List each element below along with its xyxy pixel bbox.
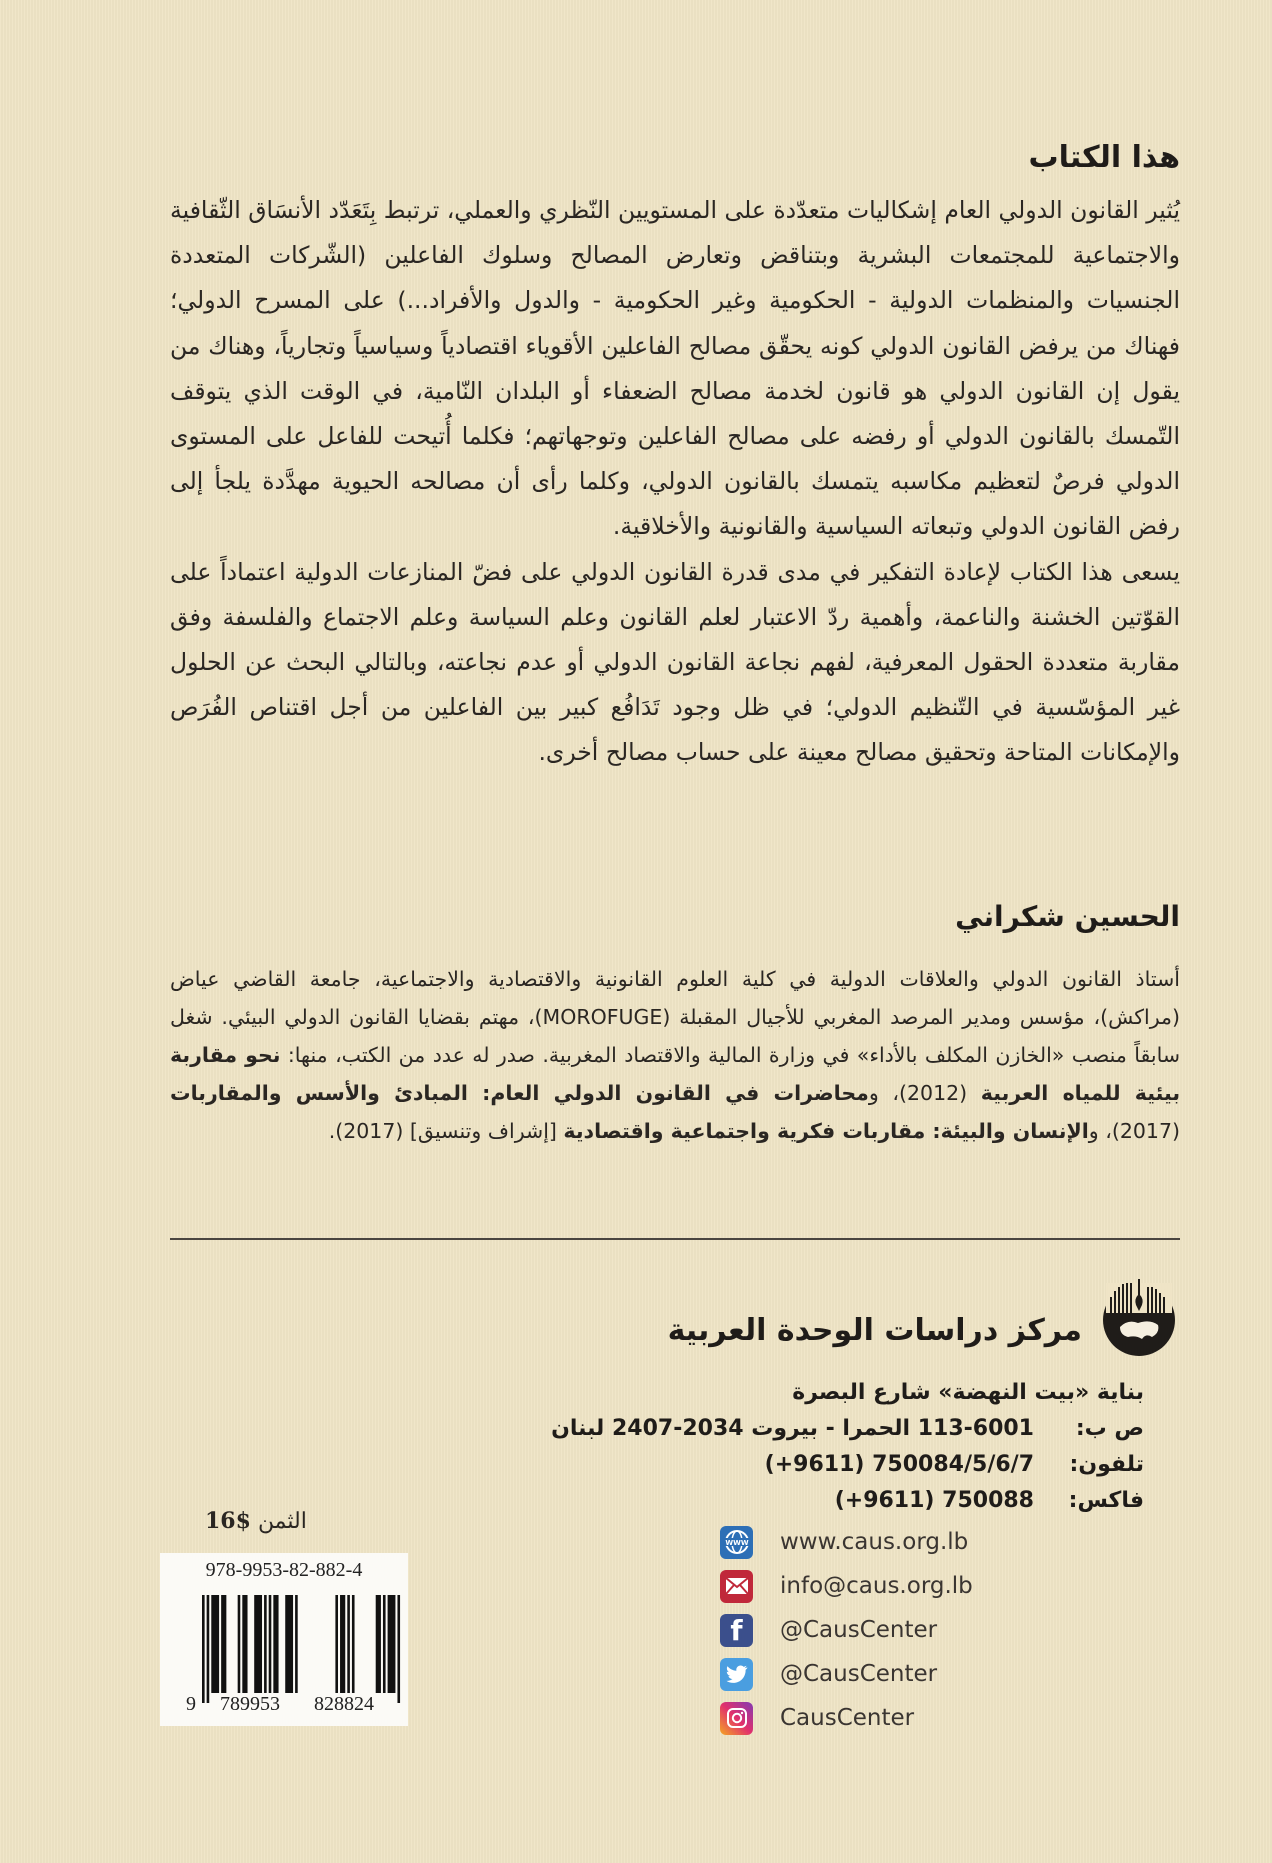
barcode-bar	[352, 1595, 355, 1693]
about-book-paragraph-2: يسعى هذا الكتاب لإعادة التفكير في مدى قدرة القانون الدولي على فضّ المنازعات الدولية اعتماداً على القوّتين الخشنة والناعمة، وأهمية ردّ الاعتبار لعلم القانون وعلم السياسة وعلم الاجتماع والفلسفة وفق مقاربة متعددة الحقول المعرفية، لفهم نجاعة القانون الدولي أو عدم نجاعته، وبالتالي البحث عن الحلول غير المؤسّسية في التّنظيم الدولي؛ في ظل وجود تَدَافُع كبير بين الفاعلين من أجل اقتناص الفُرَص والإمكانات المتاحة وتحقيق مصالح معينة على حساب مصالح أخرى.	[170, 557, 1180, 767]
isbn-digit-first: 9	[186, 1693, 196, 1715]
contact-email[interactable]	[720, 1564, 973, 1608]
phone-value: 750084/5/6/7 (9611+)	[764, 1452, 1034, 1477]
price-tag	[205, 1508, 307, 1534]
fax-value: 750088 (9611+)	[834, 1488, 1034, 1513]
barcode-bar	[242, 1595, 247, 1693]
book-title-1: نحو مقاربة بيئية للمياه العربية	[170, 1043, 1181, 1105]
instagram-icon	[720, 1702, 753, 1735]
section-divider	[170, 1238, 1180, 1240]
barcode-bar	[269, 1595, 272, 1693]
contact-instagram[interactable]	[720, 1696, 973, 1740]
fax-row	[551, 1483, 1144, 1519]
price-label: الثمن	[257, 1509, 307, 1534]
website-link[interactable]: www.caus.org.lb	[780, 1529, 969, 1555]
publisher-address	[551, 1375, 1144, 1519]
svg-text:WWW: WWW	[724, 1539, 749, 1547]
barcode-bar	[221, 1595, 226, 1693]
phone-label: تلفون:	[1069, 1452, 1144, 1477]
author-bio-paragraph	[170, 960, 1180, 1150]
barcode-bar	[388, 1595, 396, 1693]
book-title-3: الإنسان والبيئة: مقاربات فكرية واجتماعية واقتصادية	[563, 1119, 1089, 1143]
isbn-number: 978-9953-82-882-4	[205, 1559, 363, 1581]
barcode-bar	[295, 1595, 298, 1693]
po-box-label: ص ب:	[1075, 1416, 1144, 1441]
fax-label: فاكس:	[1068, 1488, 1144, 1513]
author-name: الحسين شكراني	[955, 900, 1180, 933]
book-title-2: محاضرات في القانون الدولي العام: المبادئ والأسس والمقاربات	[170, 1081, 869, 1105]
barcode-bar	[273, 1595, 278, 1693]
publisher-logo-icon	[1098, 1275, 1180, 1357]
barcode-bar	[207, 1595, 210, 1703]
barcode-bar	[383, 1595, 386, 1693]
envelope-icon	[720, 1570, 753, 1603]
barcode-bar	[285, 1595, 293, 1693]
bio-intro: أستاذ القانون الدولي والعلاقات الدولية في كلية العلوم القانونية والاقتصادية والاجتماعية، جامعة القاضي عياض (مراكش)، مؤسس ومدير المرصد المغربي للأجيال المقبلة (MOROFUGE)، مهتم بقضايا القانون الدولي البيئي. شغل سابقاً منصب «الخازن المكلف بالأداء» في وزارة المالية والاقتصاد المغربية. صدر له عدد من الكتب، منها:	[170, 967, 1181, 1067]
about-book-text	[170, 188, 1180, 776]
price-value: $16	[205, 1508, 251, 1534]
barcode-bar	[238, 1595, 241, 1693]
barcode-bar	[335, 1595, 338, 1693]
facebook-icon: f	[720, 1614, 753, 1647]
book-year-2: (2017)، و	[1088, 1119, 1180, 1143]
barcode-bar	[376, 1595, 381, 1693]
contact-website[interactable]	[720, 1520, 973, 1564]
about-book-paragraph-1: يُثير القانون الدولي العام إشكاليات متعدّدة على المستويين النّظري والعملي، ترتبط بِتَعَدّد الأنسَاق الثّقافية والاجتماعية للمجتمعات البشرية وبتناقض وتعارض المصالح وسلوك الفاعلين (الشّركات المتعددة الجنسيات والمنظمات الدولية - الحكومية وغير الحكومية - والدول والأفراد...) على المسرح الدولي؛ فهناك من يرفض القانون الدولي كونه يحقّق مصالح الفاعلين الأقوياء اقتصادياً وسياسياً وتجارياً، وهناك من يقول إن القانون الدولي هو قانون لخدمة مصالح الضعفاء أو البلدان النّامية، في الوقت الذي يتوقف التّمسك بالقانون الدولي أو رفضه على مصالح الفاعلين وتوجهاتهم؛ فكلما أُتيحت للفاعل على المستوى الدولي فرصٌ لتعظيم مكاسبه يتمسك بالقانون الدولي، وكلما رأى أن مصالحه الحيوية مهدَّدة يلجأ إلى رفض القانون الدولي وتبعاته السياسية والقانونية والأخلاقية.	[170, 196, 1180, 541]
isbn-digit-group-2: 828824	[314, 1693, 374, 1715]
email-link[interactable]: info@caus.org.lb	[780, 1573, 973, 1599]
author-bio	[170, 960, 1180, 1150]
phone-row	[551, 1447, 1144, 1483]
barcode-bar	[202, 1595, 205, 1703]
address-line: بناية «بيت النهضة» شارع البصرة	[792, 1380, 1144, 1405]
book-suffix-3: [إشراف وتنسيق] (2017).	[328, 1119, 564, 1143]
barcode-bar	[264, 1595, 267, 1693]
barcode-bar	[347, 1595, 350, 1693]
po-box-row	[551, 1411, 1144, 1447]
book-year-1: (2012)، و	[868, 1081, 981, 1105]
about-book-heading: هذا الكتاب	[1028, 140, 1180, 175]
contact-facebook[interactable]	[720, 1608, 973, 1652]
twitter-link[interactable]: @CausCenter	[780, 1661, 938, 1687]
twitter-icon	[720, 1658, 753, 1691]
po-box-value: 113-6001 الحمرا - بيروت 2034-2407 لبنان	[551, 1416, 1034, 1441]
barcode-bars	[202, 1595, 402, 1703]
instagram-link[interactable]: CausCenter	[780, 1705, 915, 1731]
facebook-link[interactable]: @CausCenter	[780, 1617, 938, 1643]
globe-www-icon	[720, 1526, 753, 1559]
barcode-bar	[254, 1595, 262, 1693]
isbn-digit-group-1: 789953	[220, 1693, 280, 1715]
barcode-bar	[397, 1595, 400, 1703]
barcode-bar	[340, 1595, 345, 1693]
publisher-name: مركز دراسات الوحدة العربية	[667, 1313, 1082, 1348]
barcode-bar	[211, 1595, 219, 1693]
isbn-barcode	[160, 1553, 408, 1726]
contact-twitter[interactable]	[720, 1652, 973, 1696]
contact-list	[720, 1520, 973, 1740]
